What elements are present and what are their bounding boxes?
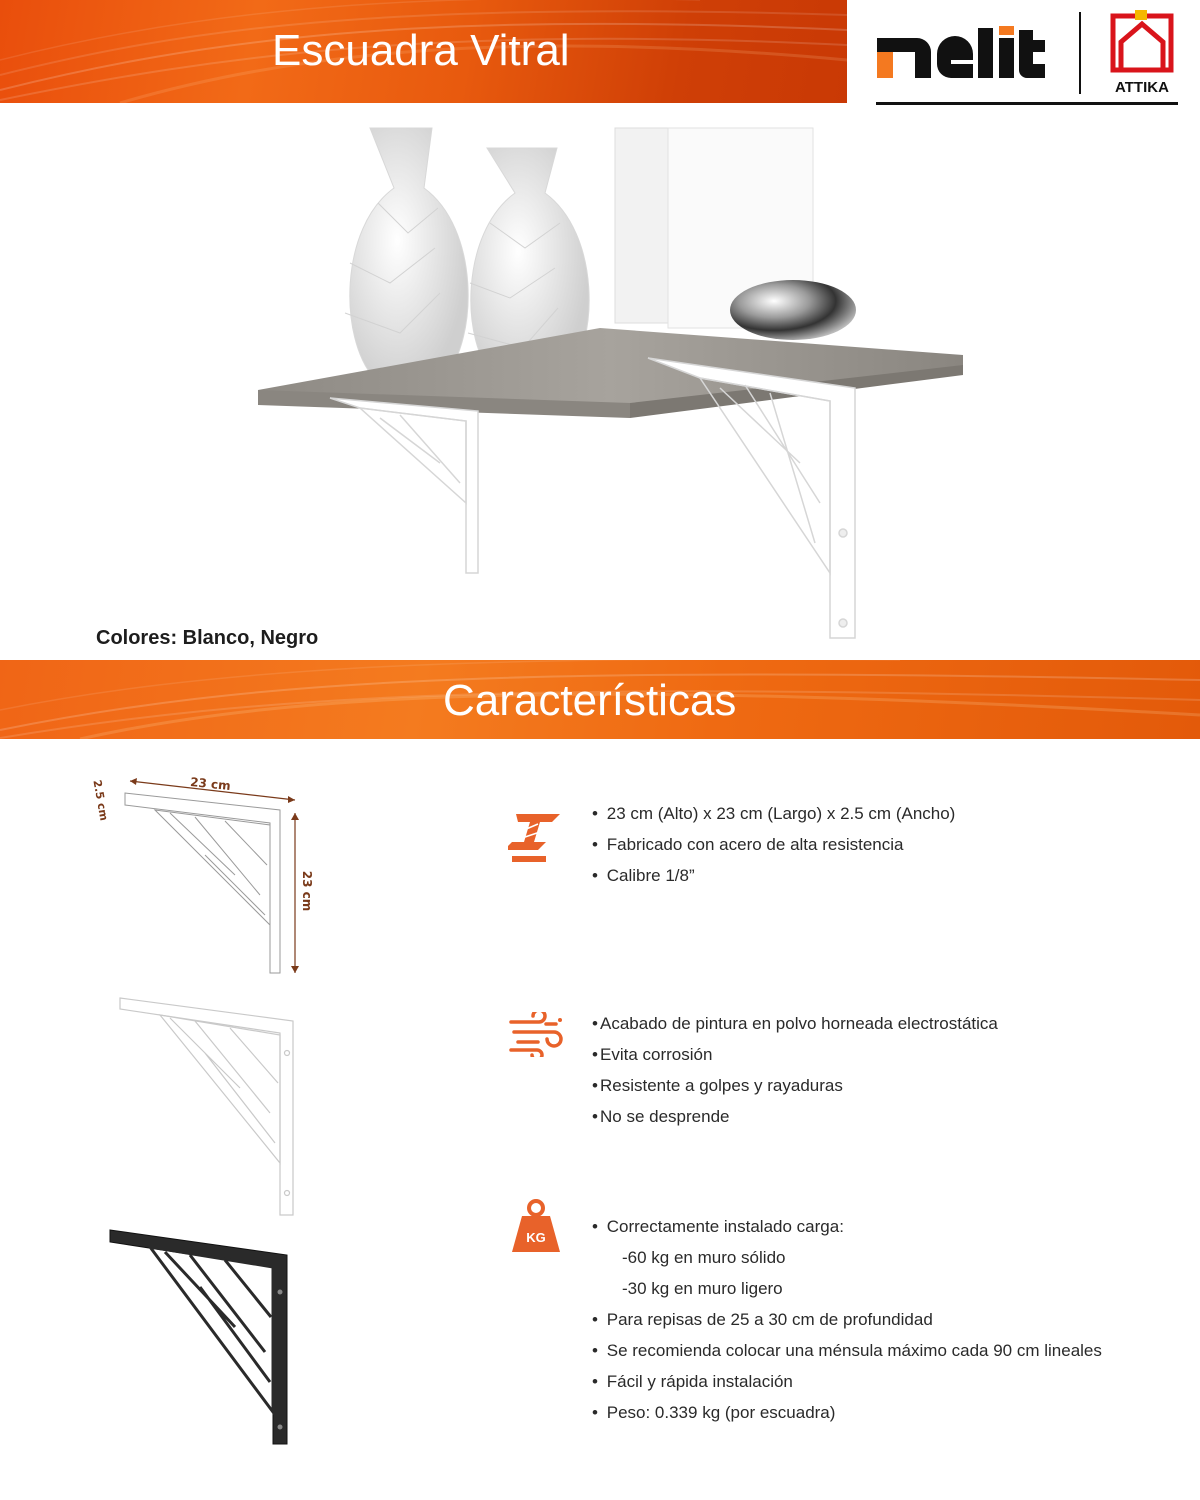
list-item: • Peso: 0.339 kg (por escuadra) — [592, 1403, 836, 1422]
list-item: • Acabado de pintura en polvo horneada electrostática — [592, 1014, 998, 1033]
list-item: • Evita corrosión — [592, 1045, 713, 1064]
list-item: • Correctamente instalado carga: — [592, 1217, 844, 1236]
section-title: Características — [443, 676, 737, 725]
page-title: Escuadra Vitral — [272, 26, 570, 75]
list-item: • Resistente a golpes y rayaduras — [592, 1076, 843, 1095]
list-item: -30 kg en muro ligero — [622, 1279, 783, 1298]
weight-kg-label: KG — [526, 1230, 546, 1245]
weight-kg-icon — [510, 1198, 562, 1254]
depth-dimension-label: 2.5 cm — [90, 778, 111, 822]
white-bracket-image — [110, 993, 300, 1223]
list-item: • Para repisas de 25 a 30 cm de profundidad — [592, 1310, 933, 1329]
finish-features-list — [592, 1008, 998, 1132]
brand-logos — [847, 0, 1200, 110]
chrome-stone-decoration — [730, 280, 856, 340]
list-item: -60 kg en muro sólido — [622, 1248, 786, 1267]
list-item: • Calibre 1/8” — [592, 866, 695, 885]
list-item: • Se recomienda colocar una ménsula máximo cada 90 cm lineales — [592, 1341, 1102, 1360]
product-hero-image — [0, 103, 1200, 658]
material-features-list — [592, 798, 955, 891]
colors-label: Colores: Blanco, Negro — [96, 627, 319, 649]
logo-divider — [1079, 12, 1081, 94]
attika-logo-text: ATTIKA — [1115, 79, 1169, 96]
attika-logo — [1105, 8, 1185, 108]
bracket-left — [330, 398, 478, 573]
list-item: • 23 cm (Alto) x 23 cm (Largo) x 2.5 cm (Ancho) — [592, 804, 956, 823]
list-item: • Fabricado con acero de alta resistencia — [592, 835, 904, 854]
steel-beam-icon — [508, 808, 566, 866]
black-bracket-image — [105, 1222, 295, 1452]
features-banner — [0, 660, 1200, 739]
dimension-diagram — [85, 765, 325, 980]
wind-icon — [508, 1012, 566, 1057]
load-features-list — [592, 1211, 1102, 1428]
width-dimension-label: 23 cm — [189, 774, 232, 794]
list-item: • No se desprende — [592, 1107, 730, 1126]
height-dimension-label: 23 cm — [300, 870, 314, 912]
header-banner — [0, 0, 847, 103]
list-item: • Fácil y rápida instalación — [592, 1372, 793, 1391]
